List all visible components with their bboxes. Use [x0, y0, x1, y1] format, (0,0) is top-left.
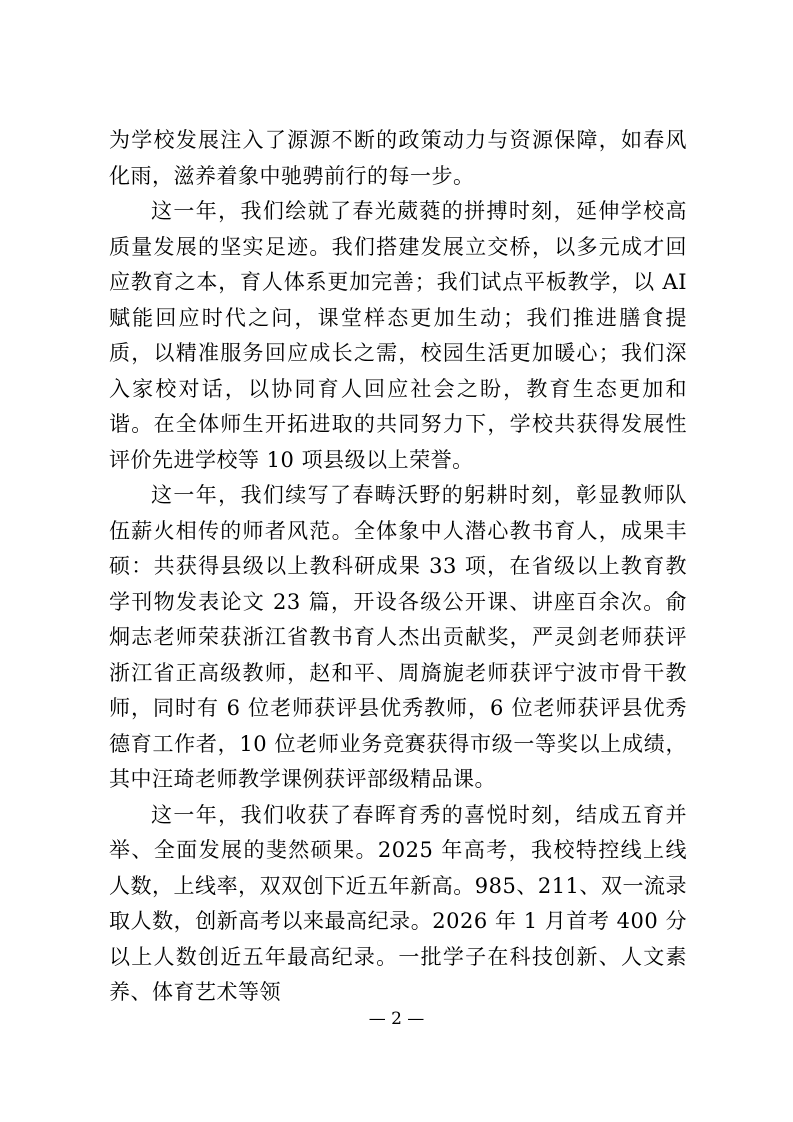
paragraph-school-development: 这一年，我们绘就了春光葳蕤的拼搏时刻，延伸学校高质量发展的坚实足迹。我们搭建发展立交桥，以多元成才回应教育之本，育人体系更加完善；我们试点平板教学，以 AI 赋能回应时代之问，课堂样态更加生动；我们推进膳食提质，以精准服务回应成长之需，校园生活更加暖心；我们深入家校对话，以协同育人回应社会之盼，教育生态更加和谐。在全体师生开拓进取的共同努力下，学校共获得发展性评价先进学校等 10 项县级以上荣誉。: [109, 199, 687, 472]
paragraph-student-achievements: 这一年，我们收获了春晖育秀的喜悦时刻，结成五育并举、全面发展的斐然硕果。2025 年高考，我校特控线上线人数，上线率，双双创下近五年新高。985、211、双一流录取人数，创新高考以来最高纪录。2026 年 1 月首考 400 分以上人数创近五年最高纪录。一批学子在科技创新、人文素养、体育艺术等领: [109, 802, 687, 1004]
page-number: — 2 —: [368, 1009, 425, 1029]
paragraph-teacher-achievements: 这一年，我们续写了春畴沃野的躬耕时刻，彰显教师队伍薪火相传的师者风范。全体象中人潜心教书育人，成果丰硕：共获得县级以上教科研成果 33 项，在省级以上教育教学刊物发表论文 23 篇，开设各级公开课、讲座百余次。俞炯志老师荣获浙江省教书育人杰出贡献奖，严灵剑老师获评浙江省正高级教师，赵和平、周旖旎老师获评宁波市骨干教师，同时有 6 位老师获评县优秀教师，6 位老师获评县优秀德育工作者，10 位老师业务竞赛获得市级一等奖以上成绩，其中汪琦老师教学课例获评部级精品课。: [109, 483, 687, 791]
paragraph-continuation: 为学校发展注入了源源不断的政策动力与资源保障，如春风化雨，滋养着象中驰骋前行的每一步。: [109, 128, 687, 188]
body-text: [109, 123, 687, 1011]
